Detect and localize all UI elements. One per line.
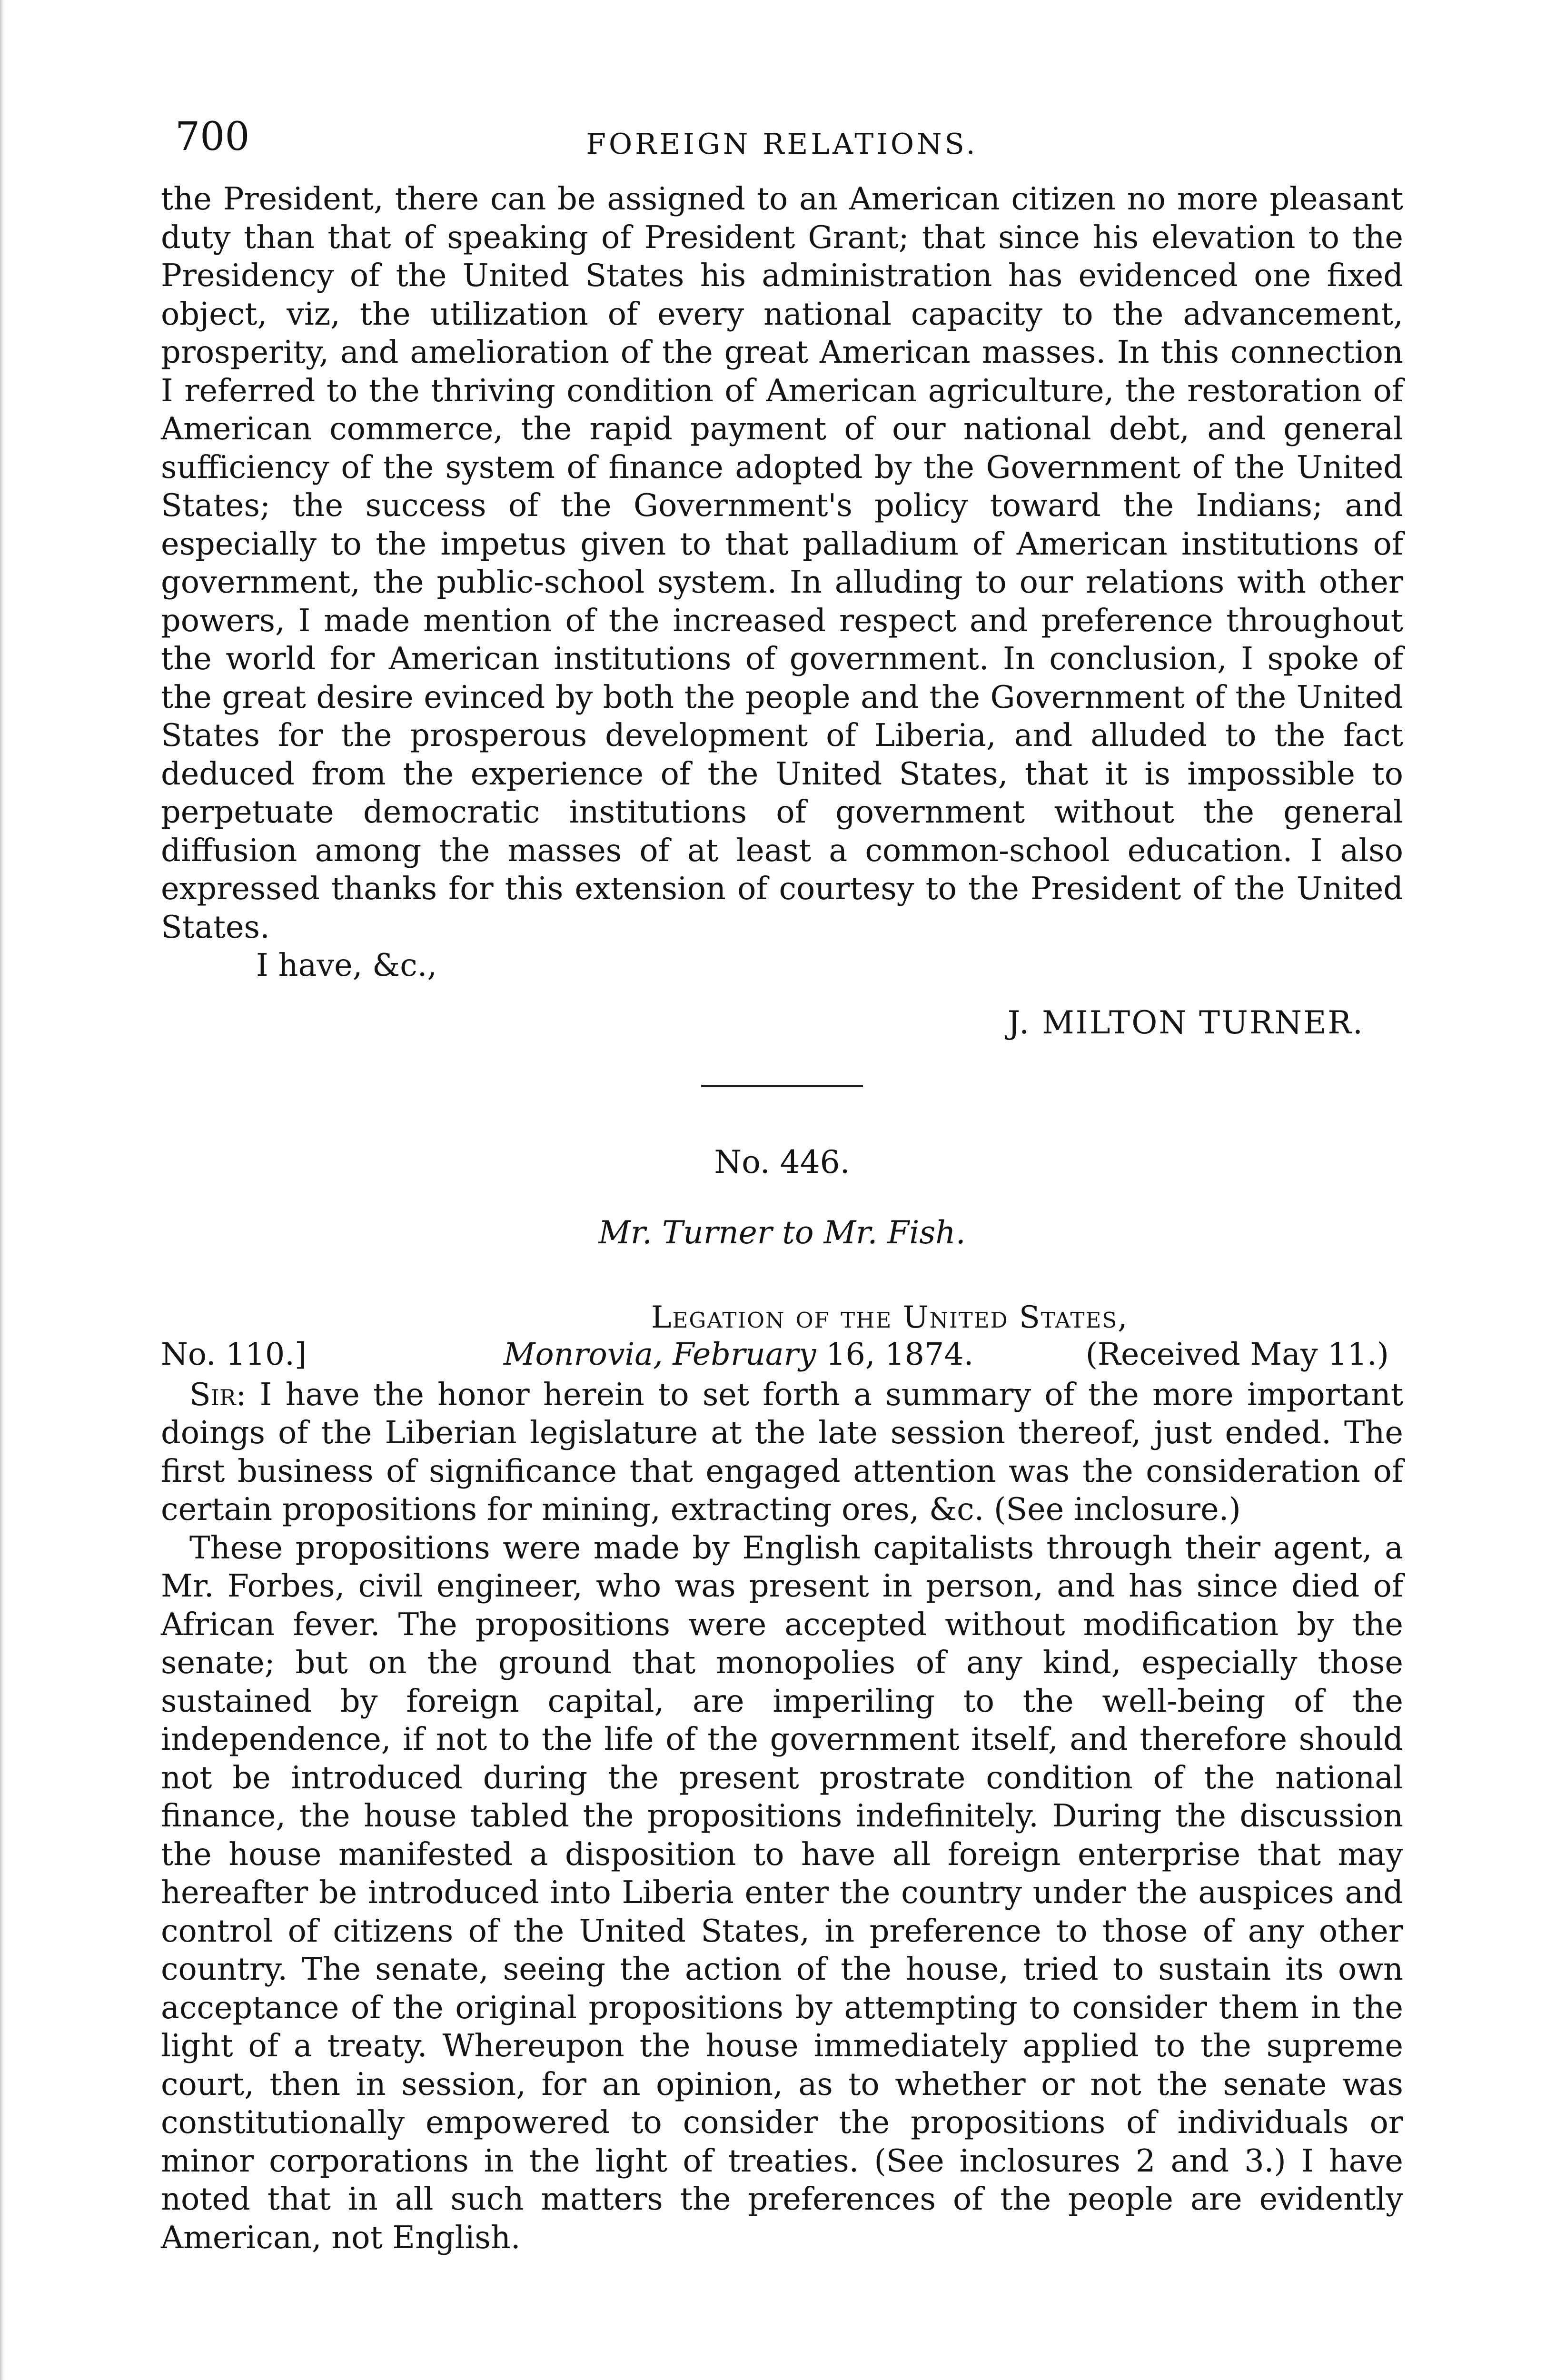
date-month: February: [673, 1336, 816, 1372]
date-day-year: 16, 1874.: [826, 1336, 974, 1372]
dateline: [161, 1336, 1403, 1376]
section-divider: [701, 1085, 863, 1087]
legation-heading: Legation of the United States,: [651, 1299, 1129, 1335]
place: Monrovia,: [504, 1336, 663, 1372]
letter-one-closing: I have, &c.,: [256, 947, 437, 983]
paragraph-one-text: I have the honor herein to set forth a summary of the more important doings of the Liberian legislature at the late session thereof, just ended. The first business of significance that engaged attention was the consideration of certain propositions for mining, extracting ores, &c. (See inclosure.): [161, 1376, 1403, 1527]
salutation: Sir:: [189, 1376, 247, 1413]
running-head: [161, 113, 1403, 180]
letter-one-signature: J. MILTON TURNER.: [1007, 1004, 1364, 1041]
received-date: (Received May 11.): [1085, 1336, 1389, 1372]
page: [161, 113, 1403, 2257]
page-number: 700: [175, 114, 250, 159]
section-title: FOREIGN RELATIONS.: [586, 128, 978, 161]
paragraph-one: [161, 1376, 1403, 1529]
place-and-date: [504, 1336, 973, 1374]
letter-one-body: the President, there can be assigned to an American citizen no more pleasant duty than that of speaking of President Grant; that since his elevation to the Presidency of the United States his administration has evidenced one fixed object, viz, the utilization of every national capacity to the advancement, prosperity, and amelioration of the great American masses. In this connection I referred to the thriving condition of American agriculture, the restoration of American commerce, the rapid payment of our national debt, and general sufficiency of the system of finance adopted by the Government of the United States; the success of the Government's policy toward the Indians; and especially to the impetus given to that palladium of American institutions of government, the public-school system. In alluding to our relations with other powers, I made mention of the increased respect and preference throughout the world for American institutions of government. In conclusion, I spoke of the great desire evinced by both the people and the Government of the United States for the prosperous development of Liberia, and alluded to the fact deduced from the experience of the United States, that it is impossible to perpetuate democratic institutions of government without the general diffusion among the masses of at least a common-school education. I also expressed thanks for this extension of courtesy to the President of the United States.: [161, 181, 1403, 945]
document-number: No. 446.: [714, 1143, 850, 1180]
scan-edge-shadow: [0, 0, 5, 2380]
document-title: Mr. Turner to Mr. Fish.: [598, 1214, 966, 1251]
despatch-number: No. 110.]: [161, 1336, 307, 1372]
paragraph-two: These propositions were made by English capitalists through their agent, a Mr. Forbes, civil engineer, who was present in person, and has since died of African fever. The propositions were accepted without modification by the senate; but on the ground that monopolies of any kind, especially those sustained by foreign capital, are imperiling to the well-being of the independence, if not to the life of the government itself, and therefore should not be introduced during the present prostrate condition of the national finance, the house tabled the propositions indefinitely. During the discussion the house manifested a disposition to have all foreign enterprise that may hereafter be introduced into Liberia enter the country under the auspices and control of citizens of the United States, in preference to those of any other country. The senate, seeing the action of the house, tried to sustain its own acceptance of the original propositions by attempting to consider them in the light of a treaty. Whereupon the house immediately applied to the supreme court, then in session, for an opinion, as to whether or not the senate was constitutionally empowered to consider the propositions of individuals or minor corporations in the light of treaties. (See inclosures 2 and 3.) I have noted that in all such matters the preferences of the people are evidently American, not English.: [161, 1529, 1403, 2256]
